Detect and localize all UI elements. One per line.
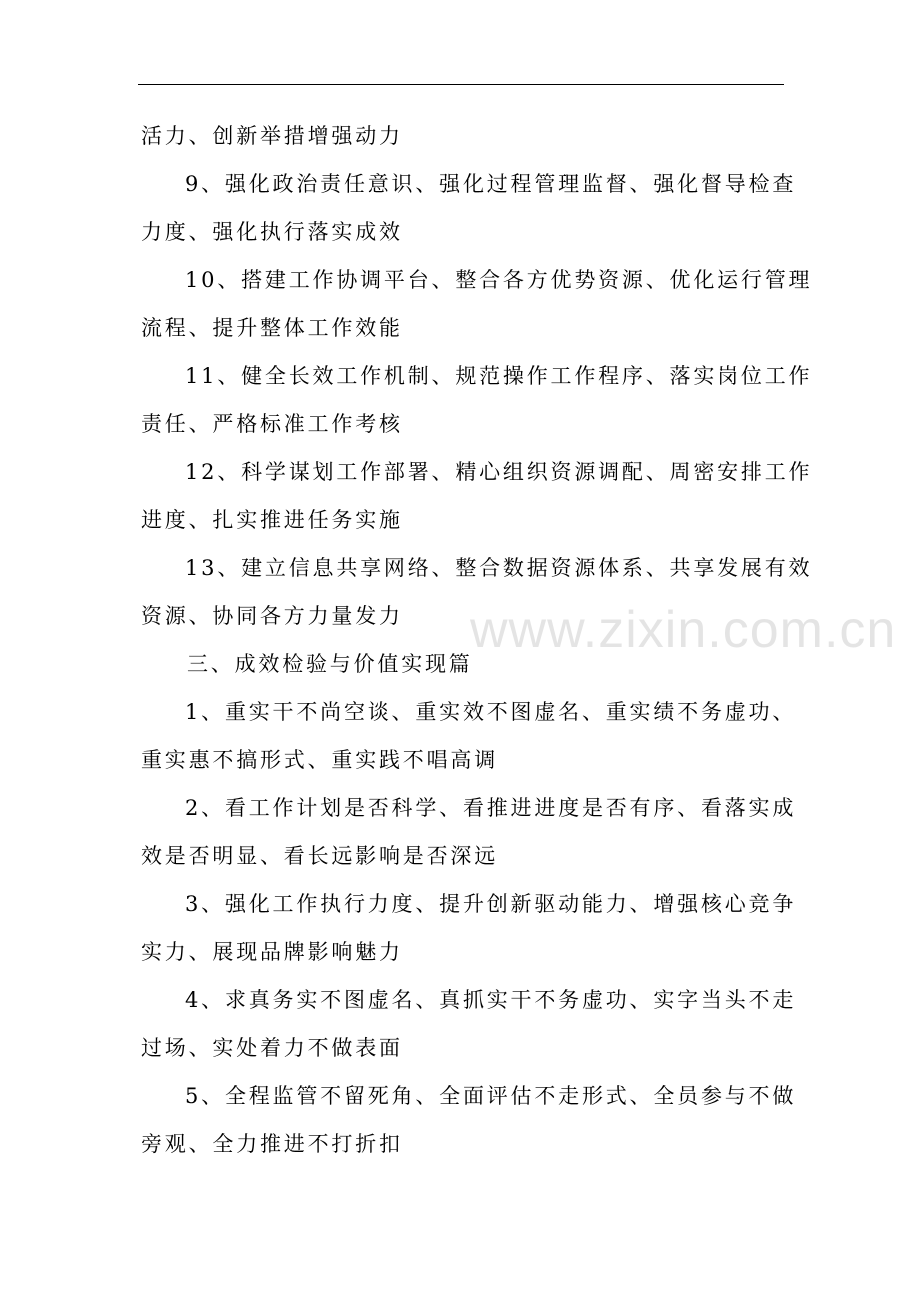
text-line: 旁观、全力推进不打折扣 (141, 1132, 403, 1156)
list-item-3: 3、强化工作执行力度、提升创新驱动能力、增强核心竞争 (185, 892, 797, 916)
list-item-12: 12、科学谋划工作部署、精心组织资源调配、周密安排工作 (185, 460, 813, 484)
list-item-9: 9、强化政治责任意识、强化过程管理监督、强化督导检查 (185, 172, 797, 196)
list-item-1: 1、重实干不尚空谈、重实效不图虚名、重实绩不务虚功、 (185, 700, 797, 724)
watermark: www.zixin.com.cn (470, 601, 897, 659)
text-line: 资源、协同各方力量发力 (141, 604, 403, 628)
text-line: 力度、强化执行落实成效 (141, 220, 403, 244)
text-line: 流程、提升整体工作效能 (141, 316, 403, 340)
text-line: 效是否明显、看长远影响是否深远 (141, 844, 498, 868)
list-item-4: 4、求真务实不图虚名、真抓实干不务虚功、实字当头不走 (185, 988, 797, 1012)
text-line: 重实惠不搞形式、重实践不唱高调 (141, 748, 498, 772)
text-line: 过场、实处着力不做表面 (141, 1036, 403, 1060)
text-line: 责任、严格标准工作考核 (141, 412, 403, 436)
list-item-13: 13、建立信息共享网络、整合数据资源体系、共享发展有效 (185, 556, 813, 580)
text-line: 实力、展现品牌影响魅力 (141, 940, 403, 964)
list-item-10: 10、搭建工作协调平台、整合各方优势资源、优化运行管理 (185, 268, 813, 292)
header-rule (138, 84, 784, 85)
section-heading: 三、成效检验与价值实现篇 (187, 652, 473, 676)
list-item-2: 2、看工作计划是否科学、看推进进度是否有序、看落实成 (185, 796, 797, 820)
text-line: 活力、创新举措增强动力 (141, 124, 403, 148)
list-item-5: 5、全程监管不留死角、全面评估不走形式、全员参与不做 (185, 1084, 797, 1108)
text-line: 进度、扎实推进任务实施 (141, 508, 403, 532)
list-item-11: 11、健全长效工作机制、规范操作工作程序、落实岗位工作 (185, 364, 813, 388)
